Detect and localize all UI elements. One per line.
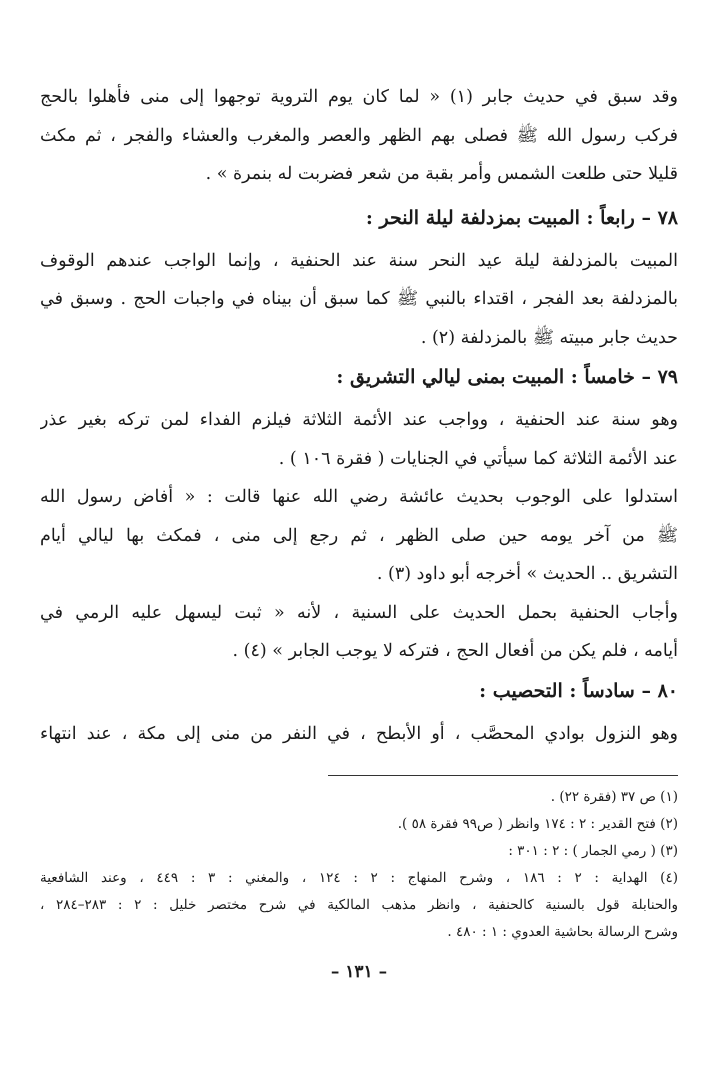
footnote-1: (١) ص ٣٧ (فقرة ٢٢) . bbox=[550, 789, 678, 805]
section-heading-80: ٨٠ – سادساً : التحصيب : bbox=[479, 679, 678, 702]
footnotes bbox=[40, 784, 678, 946]
text-line: أيامه ، فلم يكن من أفعال الحج ، فتركه لا يوجب الجابر » (٤) . bbox=[232, 641, 678, 661]
text-line: بالمزدلفة بعد الفجر ، اقتداء بالنبي ﷺ كما سبق أن بيناه في واجبات الحج . وسبق في bbox=[40, 289, 678, 309]
text-line: استدلوا على الوجوب بحديث عائشة رضي الله عنها قالت : « أفاض رسول الله bbox=[40, 487, 678, 507]
text-line: عند الأئمة الثلاثة كما سيأتي في الجنايات ( فقرة ١٠٦ ) . bbox=[278, 448, 678, 469]
text-line: وهو النزول بوادي المحصَّب ، أو الأبطح ، في النفر من منى إلى مكة ، عند انتهاء bbox=[40, 723, 678, 744]
paragraph-mina-sunnah bbox=[40, 401, 678, 478]
footnote-4-cont: والحنابلة قول بالسنية كالحنفية ، وانظر مذهب المالكية في شرح مختصر خليل : ٢ : ٢٨٣–٢٨٤ ، bbox=[40, 897, 678, 913]
page-number: – ١٣١ – bbox=[330, 962, 388, 982]
text-line: وأجاب الحنفية بحمل الحديث على السنية ، لأنه « ثبت ليسهل عليه الرمي في bbox=[40, 602, 678, 623]
text-line: وقد سبق في حديث جابر (١) « لما كان يوم التروية توجهوا إلى منى فأهلوا بالحج bbox=[40, 87, 678, 107]
section-heading-79: ٧٩ – خامساً : المبيت بمنى ليالي التشريق : bbox=[336, 366, 678, 388]
footnote-3: (٣) ( رمي الجمار ) : ٢ : ٣٠١ : bbox=[508, 843, 678, 859]
text-line: قليلا حتى طلعت الشمس وأمر بقبة من شعر فضربت له بنمرة » . bbox=[205, 164, 678, 184]
footnote-2: (٢) فتح القدير : ٢ : ١٧٤ وانظر ( ص٩٩ فقرة ٥٨ ). bbox=[397, 816, 678, 832]
section-heading-78: ٧٨ – رابعاً : المبيت بمزدلفة ليلة النحر : bbox=[365, 206, 678, 229]
paragraph-muzdalifah bbox=[40, 242, 678, 358]
paragraph-hajj-jabir bbox=[40, 78, 678, 194]
text-line: حديث جابر مبيته ﷺ بالمزدلفة (٢) . bbox=[420, 327, 678, 348]
footnote-separator bbox=[328, 775, 678, 776]
text-line: التشريق .. الحديث » أخرجه أبو داود (٣) . bbox=[376, 564, 678, 584]
paragraph-tahsib bbox=[40, 715, 678, 754]
text-line: المبيت بالمزدلفة ليلة عيد النحر سنة عند الحنفية ، وإنما الواجب عندهم الوقوف bbox=[40, 250, 678, 271]
text-line: فركب رسول الله ﷺ فصلى بهم الظهر والعصر والمغرب والعشاء والفجر ، ثم مكث bbox=[40, 125, 678, 146]
paragraph-hanafi-reply bbox=[40, 594, 678, 671]
footnote-4: (٤) الهداية : ٢ : ١٨٦ ، وشرح المنهاج : ٢ : ١٢٤ ، والمغني : ٣ : ٤٤٩ ، وعند الشافعية bbox=[40, 870, 678, 886]
paragraph-aisha-hadith bbox=[40, 478, 678, 594]
text-line: ﷺ من آخر يومه حين صلى الظهر ، ثم رجع إلى منى ، فمكث بها ليالي أيام bbox=[40, 525, 678, 546]
text-line: وهو سنة عند الحنفية ، وواجب عند الأئمة الثلاثة فيلزم الفداء لمن تركه بغير عذر bbox=[40, 410, 678, 430]
footnote-4-end: وشرح الرسالة بحاشية العدوي : ١ : ٤٨٠ . bbox=[447, 924, 678, 940]
